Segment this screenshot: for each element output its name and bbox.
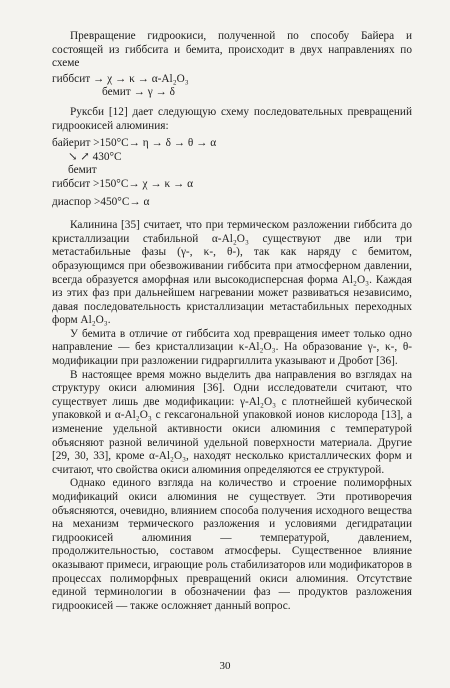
scheme-2-line-3: бемит <box>68 164 97 177</box>
page-number: 30 <box>219 660 231 672</box>
scheme-2-line-2: ↘ ↗ 430°С <box>68 150 122 163</box>
paragraph-2: Руксби [12] дает следующую схему последовательных превращений гидроокисей алюминия: <box>52 105 412 132</box>
scheme-1-line-1: гиббсит → χ → κ → α-Al₂O₃ <box>52 72 189 85</box>
paragraph-6: Однако единого взгляда на количество и строение полиморфных модификаций окиси алюминия не существует. Эти противоречия объясняются, очевидно, влиянием способа получения исходного вещества на механизм термического разложения и условиями дегидратации гидроокисей алюминия — температурой, давлением, продолжительностью, составом атмосферы. Существенное влияние оказывают примеси, играющие роль стабилизаторов или модификаторов в процессах полиморфных превращений окиси алюминия. Отсутствие единой терминологии в обозначении фаз — продуктов разложения гидроокисей — также осложняет данный вопрос. <box>52 477 412 612</box>
scheme-2-line-5: диаспор >450°С→ α <box>52 195 150 208</box>
scheme-2-line-1: байерит >150°С→ η → δ → θ → α <box>52 137 217 150</box>
scheme-1-line-2: бемит → γ → δ <box>102 86 175 99</box>
paragraph-4: У бемита в отличие от гиббсита ход превращения имеет только одно направление — без кристаллизации κ-Al₂O₃. На образование γ-, κ-, θ-модификации при разложении гидраргиллита указывают и Дробот [36]. <box>52 327 412 368</box>
scheme-2-line-4: гиббсит >150°С→ χ → κ → α <box>52 177 194 190</box>
paragraph-3: Калинина [35] считает, что при термическом разложении гиббсита до кристаллизации стабильной α-Al₂O₃ существуют две или три метастабильные фазы (γ-, κ-, θ-), так как наряду с бемитом, образующимся при обезвоживании гиббсита при атмосферном давлении, всегда образуется аморфная или высокодисперсная форма Al₂O₃. Каждая из этих фаз при дальнейшем нагревании может развиваться независимо, давая последовательность кристаллизации метастабильных переходных форм Al₂O₃. <box>52 219 412 327</box>
transformation-scheme-1 <box>52 73 412 100</box>
paragraph-5: В настоящее время можно выделить два направления во взглядах на структуру окиси алюминия [36]. Одни исследователи считают, что существует лишь две модификации: γ-Al₂O₃ с плотнейшей кубической упаковкой и α-Al₂O₃ с гексагональной упаковкой ионов кислорода [13], а изменение удельной активности окиси алюминия с температурой объясняют разной величиной удельной поверхности материала. Другие [29, 30, 33], кроме α-Al₂O₃, находят несколько кристаллических форм и считают, что свойства окиси алюминия определяются ее структурой. <box>52 368 412 476</box>
transformation-scheme-2 <box>52 137 412 209</box>
paragraph-1: Превращение гидроокиси, полученной по способу Байера и состоящей из гиббсита и бемита, происходит в двух направлениях по схеме <box>52 30 412 70</box>
